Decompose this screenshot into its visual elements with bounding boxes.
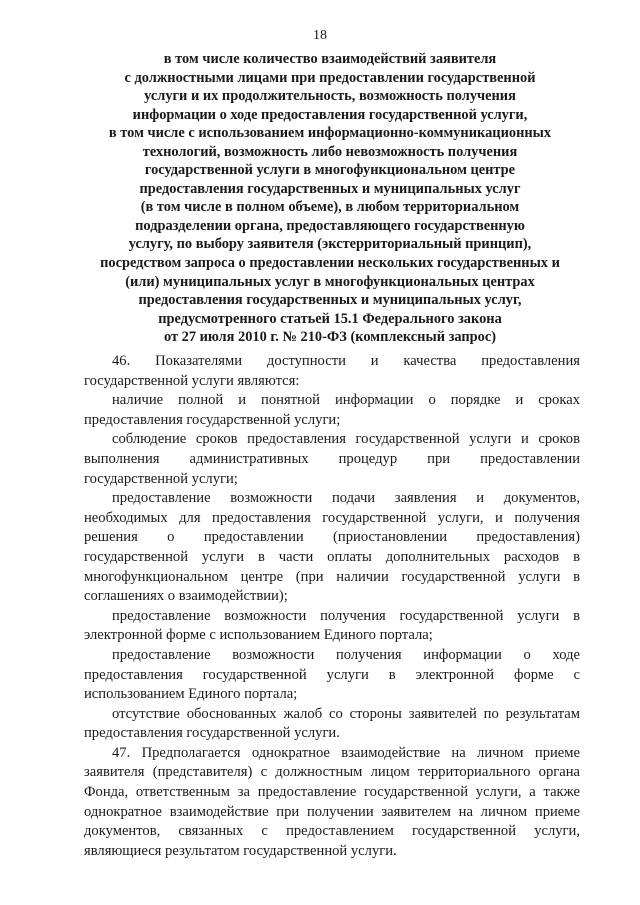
heading-line: в том числе количество взаимодействий заявителя [163, 51, 497, 67]
paragraph-item: предоставление возможности получения государственной услуги в электронной форме с использованием Единого портала; [84, 607, 580, 644]
heading-line: от 27 июля 2010 г. № 210-ФЗ (комплексный запрос) [163, 329, 497, 346]
heading-line: посредством запроса о предоставлении нескольких государственных и [100, 255, 560, 272]
heading-line: услугу, по выбору заявителя (экстерриториальный принцип), [128, 236, 532, 253]
heading-line: предусмотренного статьей 15.1 Федерального закона [158, 310, 502, 327]
heading-line: предоставления государственных и муниципальных услуг, [138, 292, 522, 309]
paragraph-item: соблюдение сроков предоставления государственной услуги и сроков выполнения административных процедур при предоставлении государственной услуги; [84, 431, 580, 487]
heading-line: технологий, возможность либо невозможность получения [142, 143, 518, 160]
heading-line: предоставления государственных и муниципальных услуг [139, 180, 521, 197]
paragraph-item: предоставление возможности подачи заявления и документов, необходимых для предоставления государственной услуги, и получения решения о предоставлении (приостановлении предоставления) государственной услуги в части оплаты дополнительных расходов в многофункциональном центре (при наличии государственной услуги в соглашениях о взаимодействии); [84, 490, 580, 605]
heading-line: услуги и их продолжительность, возможность получения [144, 88, 516, 105]
paragraph-item: предоставление возможности получения информации о ходе предоставления государственной услуги в электронной форме с использованием Единого портала; [84, 646, 580, 703]
page-number: 18 [313, 28, 327, 43]
heading-line: в том числе с использованием информационно-коммуникационных [108, 125, 552, 142]
heading-line: государственной услуги в многофункциональном центре [144, 162, 516, 179]
paragraph-item: отсутствие обоснованных жалоб со стороны заявителей по результатам предоставления государственной услуги. [84, 705, 580, 742]
heading-line: с должностными лицами при предоставлении государственной [124, 69, 536, 86]
heading-line: (или) муниципальных услуг в многофункциональных центрах [125, 273, 535, 290]
document-body [84, 352, 580, 861]
paragraph-47: 47. Предполагается однократное взаимодействие на личном приеме заявителя (представителя) с должностным лицом территориального органа Фонда, ответственным за предоставление государственной услуги, а также однократное взаимодействие при получении заявителем на личном приеме документов, связанных с предоставлением государственной услуги, являющиеся результатом государственной услуги. [84, 744, 580, 859]
heading-line: (в том числе в полном объеме), в любом территориальном [140, 199, 520, 216]
heading-line: подразделении органа, предоставляющего государственную [135, 217, 525, 234]
section-heading [90, 50, 570, 347]
paragraph-46: 46. Показателями доступности и качества предоставления государственной услуги являются: [84, 353, 580, 389]
paragraph-item: наличие полной и понятной информации о порядке и сроках предоставления государственной услуги; [84, 392, 580, 428]
heading-line: информации о ходе предоставления государственной услуги, [132, 106, 528, 123]
